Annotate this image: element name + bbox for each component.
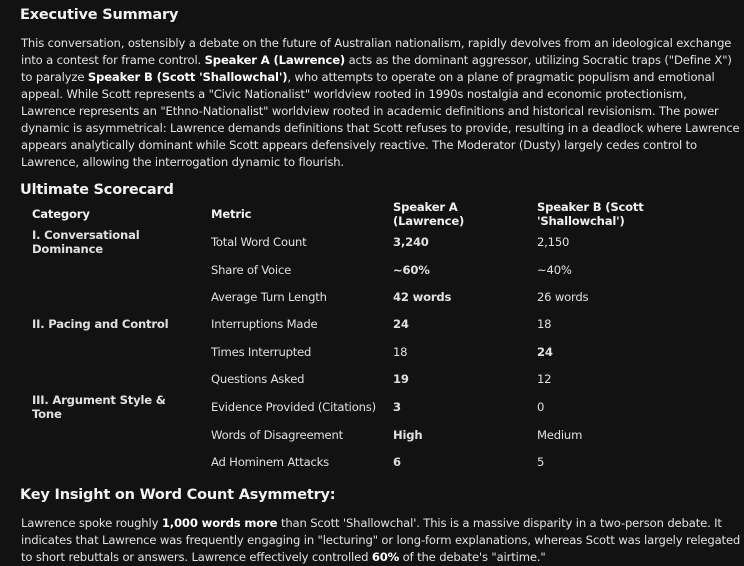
table-row — [26, 366, 713, 393]
row-speaker-a-value: 3 — [393, 399, 401, 414]
speaker-a-name: Speaker A (Lawrence) — [204, 53, 346, 67]
executive-summary-paragraph — [21, 35, 743, 171]
row-category — [26, 448, 205, 475]
row-metric: Evidence Provided (Citations) — [211, 399, 376, 414]
row-speaker-a-value: ~60% — [393, 262, 430, 277]
row-speaker-a-value: 42 words — [393, 290, 452, 305]
key-insight-heading: Key Insight on Word Count Asymmetry: — [20, 487, 336, 503]
table-header-row — [26, 200, 713, 228]
row-category — [26, 256, 205, 283]
row-metric: Average Turn Length — [211, 290, 327, 305]
row-speaker-a-value: 18 — [393, 344, 408, 359]
row-category: II. Pacing and Control — [32, 317, 169, 332]
insight-text-2: than Scott 'Shallowchal'. This is a massive disparity in a two-person debate. It indicates that Lawrence was frequently engaging in "lecturing" or long-form explanations, whereas Scott was largely relegated to short rebuttals or answers. Lawrence effectively controlled — [21, 516, 741, 564]
insight-bold-share: 60% — [371, 550, 400, 564]
row-speaker-b-value: 0 — [537, 399, 545, 414]
insight-text-1: Lawrence spoke roughly — [21, 516, 162, 530]
table-row — [26, 256, 713, 283]
row-speaker-b-value: Medium — [537, 427, 583, 442]
row-speaker-b-value: 18 — [537, 317, 552, 332]
header-speaker-a: Speaker A (Lawrence) — [393, 200, 465, 228]
row-speaker-a-value: 6 — [393, 455, 401, 470]
table-row — [26, 393, 713, 421]
row-category — [26, 421, 205, 448]
row-speaker-a-value: 19 — [393, 372, 409, 387]
speaker-b-name: Speaker B (Scott 'Shallowchal') — [87, 70, 288, 84]
table-row — [26, 311, 713, 338]
row-speaker-a-value: 24 — [393, 317, 409, 332]
summary-text-2: acts as the dominant aggressor, utilizing Socratic traps ("Define X") to paralyze — [21, 53, 732, 84]
table-row — [26, 338, 713, 365]
table-row — [26, 228, 713, 256]
row-metric: Questions Asked — [211, 372, 305, 387]
row-metric: Times Interrupted — [211, 344, 312, 359]
row-category — [26, 366, 205, 393]
row-metric: Words of Disagreement — [211, 427, 343, 442]
scorecard-heading: Ultimate Scorecard — [20, 182, 174, 198]
row-speaker-b-value: 24 — [537, 344, 553, 359]
insight-bold-word-difference: 1,000 words more — [161, 516, 278, 530]
header-metric: Metric — [211, 207, 252, 221]
row-speaker-a-value: High — [393, 427, 423, 442]
header-speaker-b: Speaker B (Scott 'Shallowchal') — [537, 200, 644, 228]
row-speaker-a-value: 3,240 — [393, 235, 429, 249]
row-metric: Ad Hominem Attacks — [211, 455, 330, 470]
summary-text-1: This conversation, ostensibly a debate on the future of Australian nationalism, rapidly devolves from an ideological exchange into a contest for frame control. — [21, 36, 732, 67]
row-category: III. Argument Style & Tone — [32, 392, 166, 421]
row-speaker-b-value: ~40% — [537, 262, 572, 277]
row-metric: Interruptions Made — [211, 317, 318, 332]
row-metric: Total Word Count — [211, 235, 307, 249]
row-speaker-b-value: 26 words — [537, 290, 589, 305]
row-category — [26, 283, 205, 310]
summary-text-3: , who attempts to operate on a plane of pragmatic populism and emotional appeal. While Scott represents a "Civic Nationalist" worldview rooted in 1990s nostalgia and economic protectionism, Lawrence represents an "Ethno-Nationalist" worldview rooted in academic definitions and historical revisionism. The power dynamic is asymmetrical: Lawrence demands definitions that Scott refuses to provide, resulting in a deadlock where Lawrence appears analytically dominant while Scott appears defensively reactive. The Moderator (Dusty) largely cedes control to Lawrence, allowing the interrogation dynamic to flourish. — [21, 70, 740, 169]
row-speaker-b-value: 5 — [537, 455, 545, 470]
insight-text-3: of the debate's "airtime." — [399, 550, 546, 564]
row-category — [26, 338, 205, 365]
header-category: Category — [32, 207, 90, 221]
table-row — [26, 421, 713, 448]
row-metric: Share of Voice — [211, 262, 292, 277]
row-speaker-b-value: 12 — [537, 372, 552, 387]
key-insight-paragraph — [21, 515, 743, 566]
row-category: I. Conversational Dominance — [32, 228, 140, 256]
executive-summary-heading: Executive Summary — [20, 7, 179, 23]
scorecard-table — [26, 200, 713, 476]
row-speaker-b-value: 2,150 — [537, 235, 570, 249]
table-row — [26, 283, 713, 310]
table-row — [26, 448, 713, 475]
